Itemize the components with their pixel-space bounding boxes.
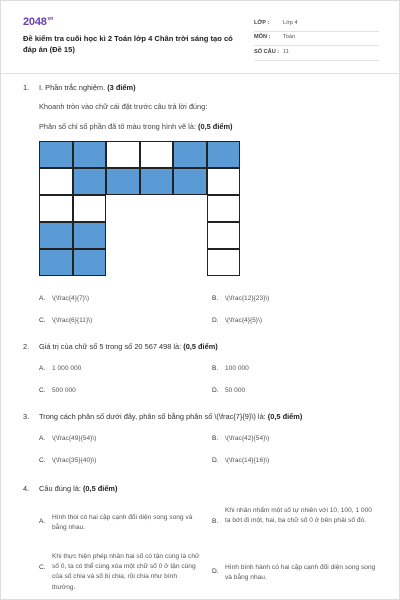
q2-option-b[interactable]: B. 100 000 bbox=[212, 365, 249, 372]
q3-option-c[interactable]: C. \(\frac{35}{40}\) bbox=[39, 457, 97, 464]
q3-option-b[interactable]: B. \(\frac{42}{54}\) bbox=[212, 435, 270, 442]
q4-option-d[interactable]: D. Hình bình hành có hai cặp cạnh đối diện song song và bằng nhau. bbox=[212, 564, 376, 582]
q4-option-a[interactable]: A. Hình thoi có hai cặp cạnh đối diện song song và bằng nhau. bbox=[39, 514, 193, 532]
question-1-instruction: Khoanh tròn vào chữ cái đặt trước câu trả lời đúng: bbox=[39, 102, 208, 111]
site-logo[interactable]: $2048^{vn}$ bbox=[23, 16, 54, 28]
meta-row-count: SỐ CÂU : 11 bbox=[254, 46, 379, 61]
meta-row-subject: MÔN : Toán bbox=[254, 32, 379, 47]
question-1-text: Phân số chỉ số phần đã tô màu trong hình vẽ là: (0,5 điểm) bbox=[39, 122, 233, 131]
q4-option-c[interactable]: C. Khi thực hiện phép nhân hai số có tận cùng là chữ số 0, ta có thể cùng xóa một chữ số 0 ở tận cùng của số chia và số bị chia, rồi chia như bình thường. bbox=[39, 553, 200, 591]
q2-option-d[interactable]: D. 50 000 bbox=[212, 387, 246, 394]
q4-option-b[interactable]: B. Khi nhân nhẩm một số tự nhiên với 10, 100, 1 000 ta bớt đi một, hai, ba chữ số 0 ở bên phải số đó. bbox=[212, 507, 372, 525]
meta-table bbox=[254, 17, 379, 61]
q3-option-d[interactable]: D. \(\frac{14}{16}\) bbox=[212, 457, 270, 464]
q1-option-a[interactable]: A. \(\frac{4}{7}\) bbox=[39, 295, 90, 302]
q1-option-c[interactable]: C. \(\frac{6}{11}\) bbox=[39, 317, 93, 324]
question-2-text: 2. Giá trị của chữ số 5 trong số 20 567 498 là: (0,5 điểm) bbox=[23, 342, 218, 351]
meta-row-grade: LỚP : Lớp 4 bbox=[254, 17, 379, 32]
page-title: Đề kiểm tra cuối học kì 2 Toán lớp 4 Chân trời sáng tạo có đáp án (Đề 15) bbox=[23, 34, 233, 54]
header-divider bbox=[1, 73, 400, 74]
question-3-text: 3. Trong cách phân số dưới đây, phân số bằng phân số \(\frac{7}{9}\) là: (0,5 điểm) bbox=[23, 412, 303, 421]
q1-option-b[interactable]: B. \(\frac{12}{23}\) bbox=[212, 295, 270, 302]
q3-option-a[interactable]: A. \(\frac{49}{54}\) bbox=[39, 435, 97, 442]
q1-option-d[interactable]: D. \(\frac{4}{5}\) bbox=[212, 317, 263, 324]
q2-option-a[interactable]: A. 1 000 000 bbox=[39, 365, 82, 372]
question-4-text: 4. Câu đúng là: (0,5 điểm) bbox=[23, 484, 118, 493]
header bbox=[23, 15, 379, 63]
question-1-title: 1. I. Phần trắc nghiệm. (3 điểm) bbox=[23, 83, 136, 92]
q2-option-c[interactable]: C. 500 000 bbox=[39, 387, 76, 394]
